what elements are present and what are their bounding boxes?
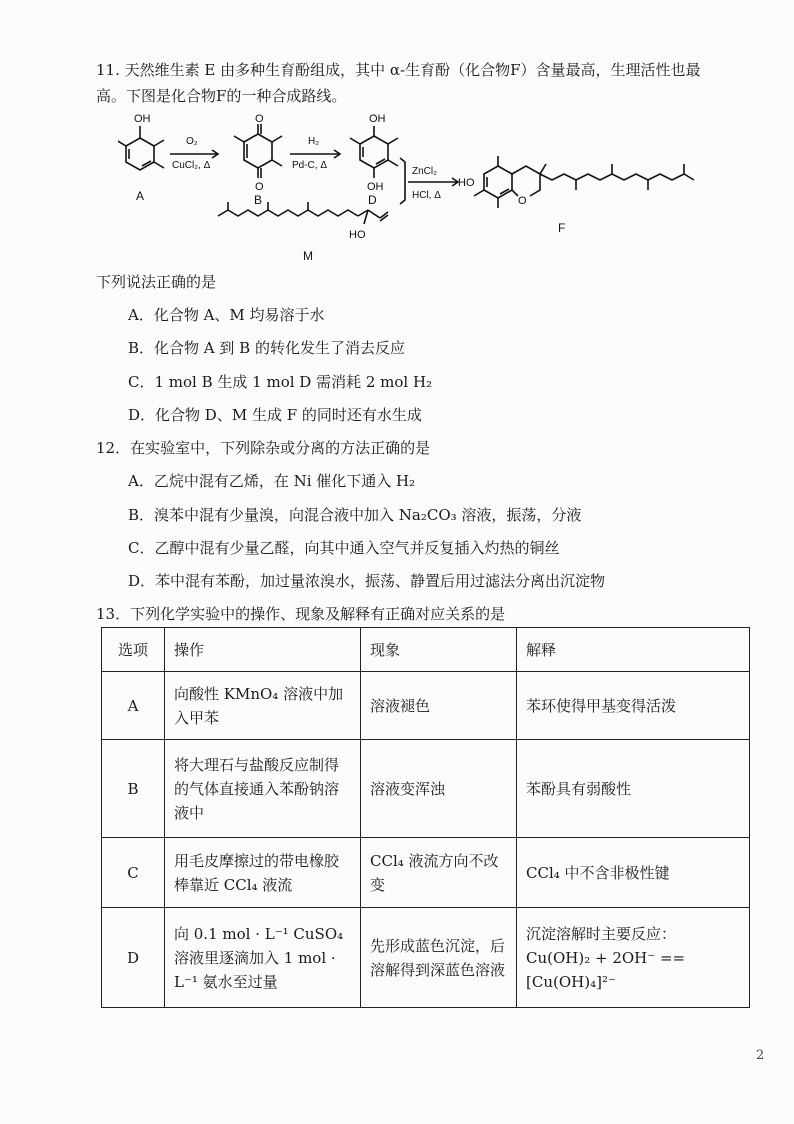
reagent-3-top: ZnCl₂	[412, 166, 437, 177]
label-a: A	[136, 189, 145, 203]
o-ring-f: O	[518, 195, 527, 207]
q12-option-d: D．苯中混有苯酚，加过量浓溴水，振荡、静置后用过滤法分离出沉淀物	[128, 572, 606, 590]
table-row	[102, 838, 750, 908]
compound-d-structure	[350, 126, 398, 178]
row-phenomenon: CCl₄ 液流方向不改变	[361, 838, 517, 908]
q11-stem-line1: 11. 天然维生素 E 由多种生育酚组成，其中 α-生育酚（化合物F）含量最高，生理活性也最	[96, 61, 701, 79]
row-operation: 用毛皮摩擦过的带电橡胶棒靠近 CCl₄ 液流	[165, 838, 361, 908]
table-row	[102, 672, 750, 740]
row-operation: 向 0.1 mol · L⁻¹ CuSO₄ 溶液里逐滴加入 1 mol · L⁻¹ 氨水至过量	[165, 908, 361, 1008]
q11-option-a: A．化合物 A、M 均易溶于水	[128, 306, 325, 324]
header-operation: 操作	[165, 628, 361, 672]
q11-question: 下列说法正确的是	[96, 273, 217, 291]
label-m: M	[303, 249, 313, 263]
synthesis-scheme	[118, 108, 698, 268]
reagent-2-bottom: Pd-C, Δ	[292, 160, 328, 171]
label-d: D	[368, 193, 377, 207]
row-explanation: CCl₄ 中不含非极性键	[517, 838, 750, 908]
row-option: C	[102, 838, 165, 908]
compound-a-structure	[118, 126, 164, 170]
o-top-b: O	[255, 113, 264, 125]
reagent-1-bottom: CuCl₂, Δ	[172, 160, 211, 171]
q12-option-b: B．溴苯中混有少量溴，向混合液中加入 Na₂CO₃ 溶液，振荡，分液	[128, 506, 582, 524]
row-option: B	[102, 740, 165, 838]
ho-label-m: HO	[349, 229, 366, 241]
compound-b-structure	[234, 124, 282, 178]
q12-option-c: C．乙醇中混有少量乙醛，向其中通入空气并反复插入灼热的铜丝	[128, 539, 560, 557]
compound-f-structure	[474, 156, 694, 208]
table-header-row	[102, 628, 750, 672]
header-phenomenon: 现象	[361, 628, 517, 672]
q12-option-a: A．乙烷中混有乙烯，在 Ni 催化下通入 H₂	[128, 472, 416, 490]
row-option: A	[102, 672, 165, 740]
q11-stem-line2: 高。下图是化合物F的一种合成路线。	[96, 87, 347, 105]
o-bottom-b: O	[255, 181, 264, 193]
oh-top-d: OH	[369, 113, 386, 125]
header-option: 选项	[102, 628, 165, 672]
oh-bottom-d: OH	[367, 181, 384, 193]
row-operation: 将大理石与盐酸反应制得的气体直接通入苯酚钠溶液中	[165, 740, 361, 838]
compound-m-structure	[218, 202, 388, 224]
row-phenomenon: 先形成蓝色沉淀，后溶解得到深蓝色溶液	[361, 908, 517, 1008]
q13-stem: 13．下列化学实验中的操作、现象及解释有正确对应关系的是	[96, 605, 506, 623]
q12-stem: 12．在实验室中，下列除杂或分离的方法正确的是	[96, 439, 431, 457]
row-operation: 向酸性 KMnO₄ 溶液中加入甲苯	[165, 672, 361, 740]
row-phenomenon: 溶液变浑浊	[361, 740, 517, 838]
table-row	[102, 908, 750, 1008]
header-explanation: 解释	[517, 628, 750, 672]
label-b: B	[254, 193, 263, 207]
q11-option-c: C．1 mol B 生成 1 mol D 需消耗 2 mol H₂	[128, 373, 433, 391]
q11-option-b: B．化合物 A 到 B 的转化发生了消去反应	[128, 339, 405, 357]
row-explanation	[517, 908, 750, 1008]
explanation-equation: Cu(OH)₂ + 2OH⁻ == [Cu(OH)₄]²⁻	[526, 948, 686, 991]
row-option: D	[102, 908, 165, 1008]
oh-label-a: OH	[134, 113, 151, 125]
row-explanation: 苯环使得甲基变得活泼	[517, 672, 750, 740]
table-row	[102, 740, 750, 838]
label-f: F	[558, 221, 566, 235]
reagent-1-top: O₂	[186, 136, 198, 147]
row-phenomenon: 溶液褪色	[361, 672, 517, 740]
q11-option-d: D．化合物 D、M 生成 F 的同时还有水生成	[128, 406, 422, 424]
ho-label-f: HO	[458, 177, 475, 189]
experiment-table	[101, 627, 750, 1008]
page-number: 2	[756, 1048, 765, 1063]
reagent-3-bottom: HCl, Δ	[412, 190, 441, 201]
row-explanation: 苯酚具有弱酸性	[517, 740, 750, 838]
explanation-line1: 沉淀溶解时主要反应：	[526, 924, 677, 943]
reagent-2-top: H₂	[308, 136, 320, 147]
